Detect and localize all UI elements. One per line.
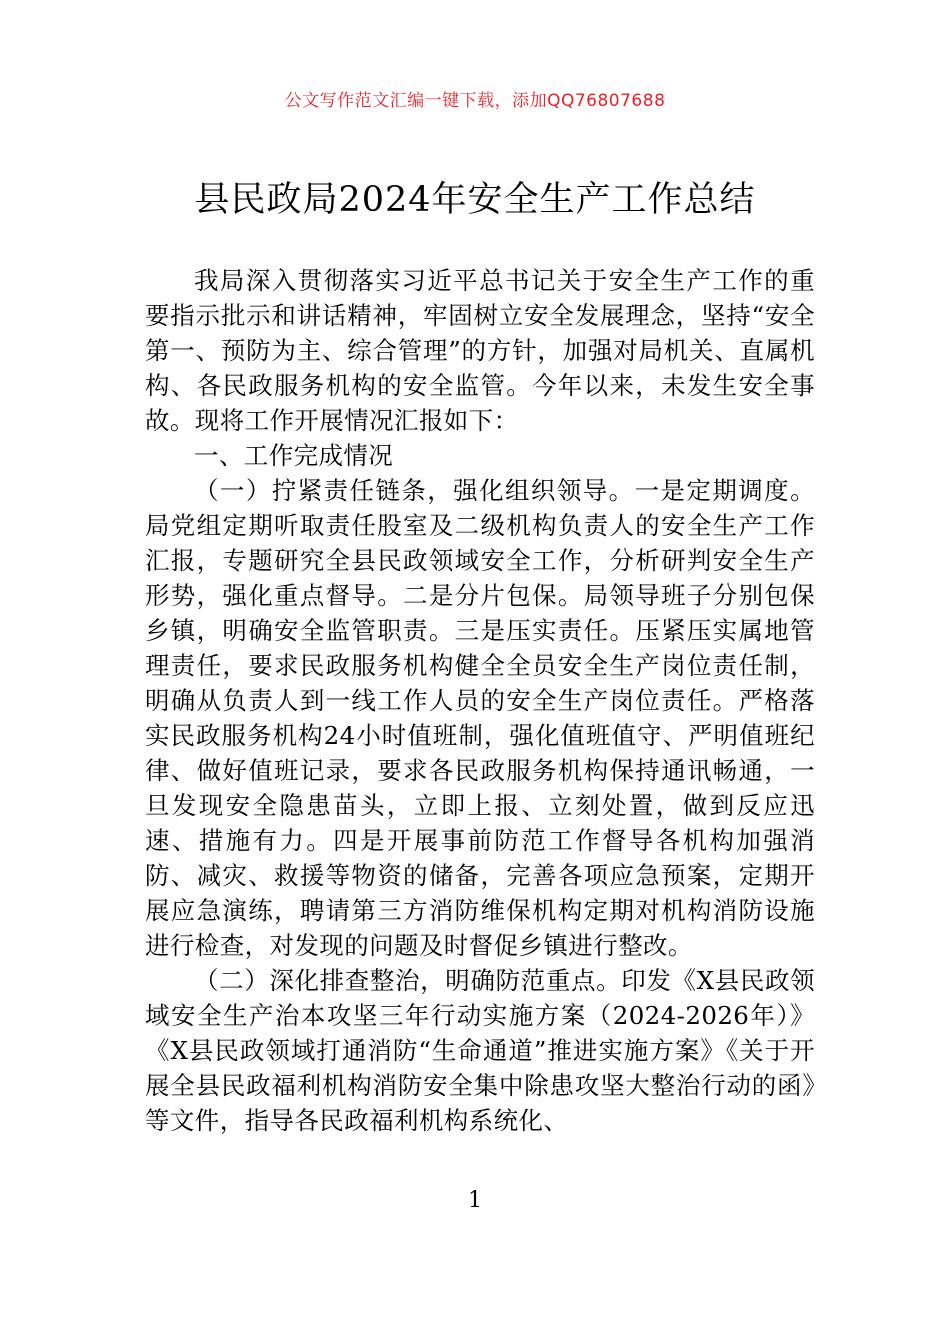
page-number: 1 [468,1188,482,1213]
paragraph-responsibility-chain: （一）拧紧责任链条，强化组织领导。一是定期调度。局党组定期听取责任股室及二级机构负责人的安全生产工作汇报，专题研究全县民政领域安全工作，分析研判安全生产形势，强化重点督导。二是分片包保。局领导班子分别包保乡镇，明确安全监管职责。三是压实责任。压紧压实属地管理责任，要求民政服务机构健全全员安全生产岗位责任制，明确从负责人到一线工作人员的安全生产岗位责任。严格落实民政服务机构24小时值班制，强化值班值守、严明值班纪律、做好值班记录，要求各民政服务机构保持通讯畅通，一旦发现安全隐患苗头，立即上报、立刻处置，做到反应迅速、措施有力。四是开展事前防范工作督导各机构加强消防、减灾、救援等物资的储备，完善各项应急预案，定期开展应急演练，聘请第三方消防维保机构定期对机构消防设施进行检查，对发现的问题及时督促乡镇进行整改。 [145,476,815,960]
document-title: 县民政局2024年安全生产工作总结 [194,180,756,220]
section-heading-work-completion: 一、工作完成情况 [194,441,394,470]
paragraph-inspection-rectification: （二）深化排查整治，明确防范重点。印发《X县民政领域安全生产治本攻坚三年行动实施方案（2024-2026年）》《X县民政领域打通消防“生命通道”推进实施方案》《关于开展全县民政福利机构消防安全集中除患攻坚大整治行动的函》等文件，指导各民政福利机构系统化、 [145,966,815,1135]
document-body [145,263,815,1138]
intro-paragraph: 我局深入贯彻落实习近平总书记关于安全生产工作的重要指示批示和讲话精神，牢固树立安全发展理念，坚持“安全第一、预防为主、综合管理”的方针，加强对局机关、直属机构、各民政服务机构的安全监管。今年以来，未发生安全事故。现将工作开展情况汇报如下： [145,266,815,435]
promo-header-note: 公文写作范文汇编一键下载，添加QQ76807688 [284,91,666,111]
